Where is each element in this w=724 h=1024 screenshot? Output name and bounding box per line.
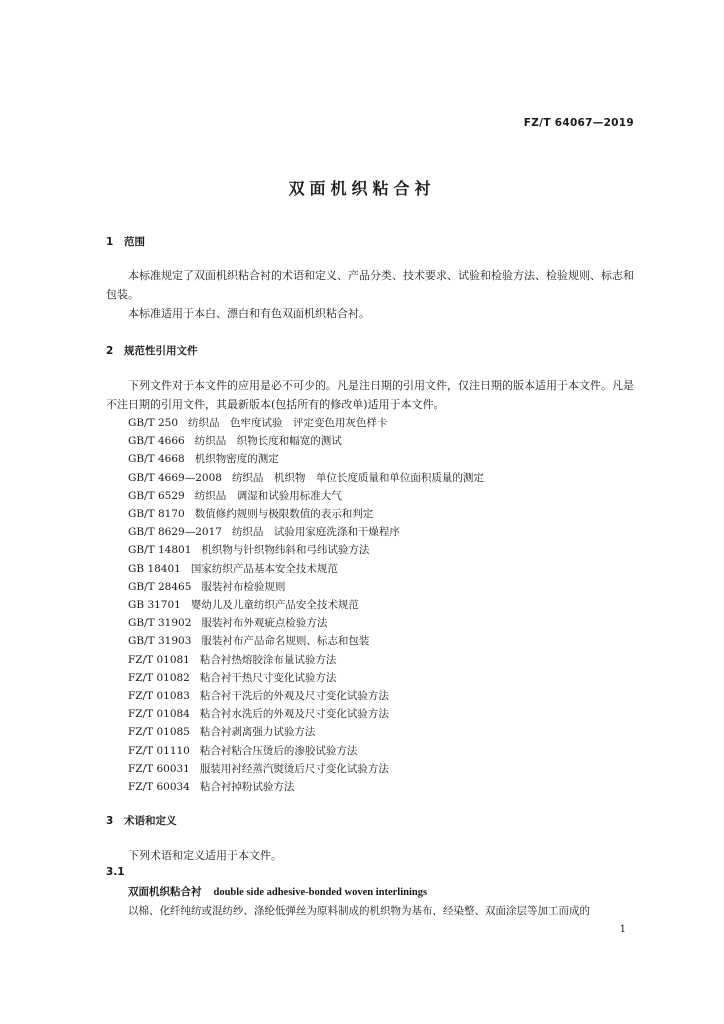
- section-1-paragraph-2: 本标准适用于本白、漂白和有色双面机织粘合衬。: [128, 307, 370, 320]
- reference-code: GB/T 14801: [128, 544, 192, 557]
- reference-code: FZ/T 01084: [128, 708, 190, 721]
- reference-item: [128, 651, 638, 669]
- reference-item: [128, 614, 638, 632]
- section-3-intro: 下列术语和定义适用于本文件。: [128, 849, 282, 862]
- section-title: 范围: [124, 236, 145, 248]
- reference-title: 婴幼儿及儿童纺织产品安全技术规范: [190, 599, 359, 612]
- reference-title: 国家纺织产品基本安全技术规范: [190, 562, 338, 575]
- document-title: 双面机织粘合衬: [288, 179, 436, 198]
- reference-item: [128, 560, 638, 578]
- reference-item: [128, 450, 638, 468]
- reference-item: [128, 487, 638, 505]
- reference-title: 纺织品 机织物 单位长度质量和单位面积质量的测定: [231, 471, 484, 484]
- section-2-intro: 下列文件对于本文件的应用是必不可少的。凡是注日期的引用文件，仅注日期的版本适用于本文件。凡是不注日期的引用文件，其最新版本(包括所有的修改单)适用于本文件。: [106, 379, 634, 411]
- reference-code: GB/T 6529: [128, 489, 185, 502]
- reference-title: 服装衬布外观疵点检验方法: [201, 617, 328, 630]
- reference-title: 粘合衬干洗后的外观及尺寸变化试验方法: [199, 690, 389, 703]
- reference-code: GB/T 4666: [128, 435, 185, 448]
- reference-title: 粘合衬剥离强力试验方法: [199, 726, 316, 739]
- reference-item: [128, 596, 638, 614]
- term-number: 3.1: [106, 866, 125, 878]
- reference-item: [128, 705, 638, 723]
- term-entry: [128, 884, 427, 899]
- reference-code: FZ/T 01110: [128, 744, 190, 757]
- reference-code: FZ/T 01083: [128, 690, 190, 703]
- reference-item: [128, 432, 638, 450]
- reference-code: GB/T 4669—2008: [128, 471, 222, 484]
- reference-item: [128, 778, 638, 796]
- reference-code: GB/T 31902: [128, 617, 192, 630]
- section-1-paragraph-1: 本标准规定了双面机织粘合衬的术语和定义、产品分类、技术要求、试验和检验方法、检验规则、标志和包装。: [106, 269, 634, 301]
- reference-item: [128, 742, 638, 760]
- reference-item: [128, 541, 638, 559]
- section-1-heading: [106, 234, 145, 249]
- term-definition: 以棉、化纤纯纺或混纺纱、涤纶低弹丝为原料制成的机织物为基布，经染整、双面涂层等加工而成的: [128, 905, 590, 917]
- reference-title: 纺织品 调湿和试验用标准大气: [194, 489, 342, 502]
- reference-item: [128, 723, 638, 741]
- reference-code: GB/T 250: [128, 417, 179, 429]
- reference-item: [128, 669, 638, 687]
- reference-code: FZ/T 01081: [128, 653, 190, 666]
- section-title: 规范性引用文件: [124, 345, 198, 357]
- reference-title: 粘合衬掉粉试验方法: [199, 781, 295, 794]
- reference-item: [128, 523, 638, 541]
- reference-title: 机织物密度的测定: [194, 453, 279, 466]
- reference-item: [128, 760, 638, 778]
- reference-item: [128, 505, 638, 523]
- reference-title: 粘合衬水洗后的外观及尺寸变化试验方法: [199, 708, 389, 721]
- reference-code: FZ/T 60034: [128, 781, 190, 794]
- reference-title: 数值修约规则与极限数值的表示和判定: [194, 508, 374, 521]
- reference-title: 纺织品 织物长度和幅宽的测试: [194, 435, 342, 448]
- reference-code: FZ/T 01082: [128, 671, 190, 684]
- reference-code: GB/T 8170: [128, 508, 185, 521]
- reference-code: FZ/T 60031: [128, 762, 190, 775]
- reference-code: GB/T 8629—2017: [128, 526, 222, 539]
- reference-title: 粘合衬粘合压烫后的渗胶试验方法: [199, 744, 358, 757]
- section-title: 术语和定义: [124, 815, 177, 827]
- reference-code: FZ/T 01085: [128, 726, 190, 739]
- reference-item: [128, 687, 638, 705]
- reference-title: 服装衬布产品命名规则、标志和包装: [201, 635, 370, 648]
- term-english: double side adhesive-bonded woven interlinings: [213, 887, 428, 898]
- reference-title: 服装用衬经蒸汽熨烫后尺寸变化试验方法: [199, 762, 389, 775]
- reference-code: GB 31701: [128, 599, 181, 612]
- section-number: 1: [106, 236, 114, 248]
- reference-item: [128, 469, 638, 487]
- standard-code: FZ/T 64067—2019: [523, 117, 634, 129]
- reference-code: GB 18401: [128, 562, 181, 575]
- reference-list: [128, 414, 638, 796]
- section-number: 2: [106, 345, 114, 357]
- reference-title: 粘合衬热熔胶涂布量试验方法: [199, 653, 337, 666]
- section-3-heading: [106, 813, 177, 828]
- reference-item: [128, 414, 638, 432]
- reference-item: [128, 578, 638, 596]
- reference-title: 服装衬布检验规则: [201, 580, 286, 593]
- section-2-heading: [106, 343, 198, 358]
- reference-title: 机织物与针织物纬斜和弓纬试验方法: [201, 544, 370, 557]
- page-number: 1: [619, 924, 626, 935]
- reference-code: GB/T 4668: [128, 453, 185, 466]
- reference-title: 粘合衬干热尺寸变化试验方法: [199, 671, 337, 684]
- reference-title: 纺织品 试验用家庭洗涤和干燥程序: [231, 526, 400, 539]
- reference-code: GB/T 31903: [128, 635, 192, 648]
- section-number: 3: [106, 815, 114, 827]
- reference-item: [128, 632, 638, 650]
- reference-title: 纺织品 色牢度试验 评定变色用灰色样卡: [188, 417, 388, 429]
- term-chinese: 双面机织粘合衬: [128, 886, 202, 898]
- reference-code: GB/T 28465: [128, 580, 192, 593]
